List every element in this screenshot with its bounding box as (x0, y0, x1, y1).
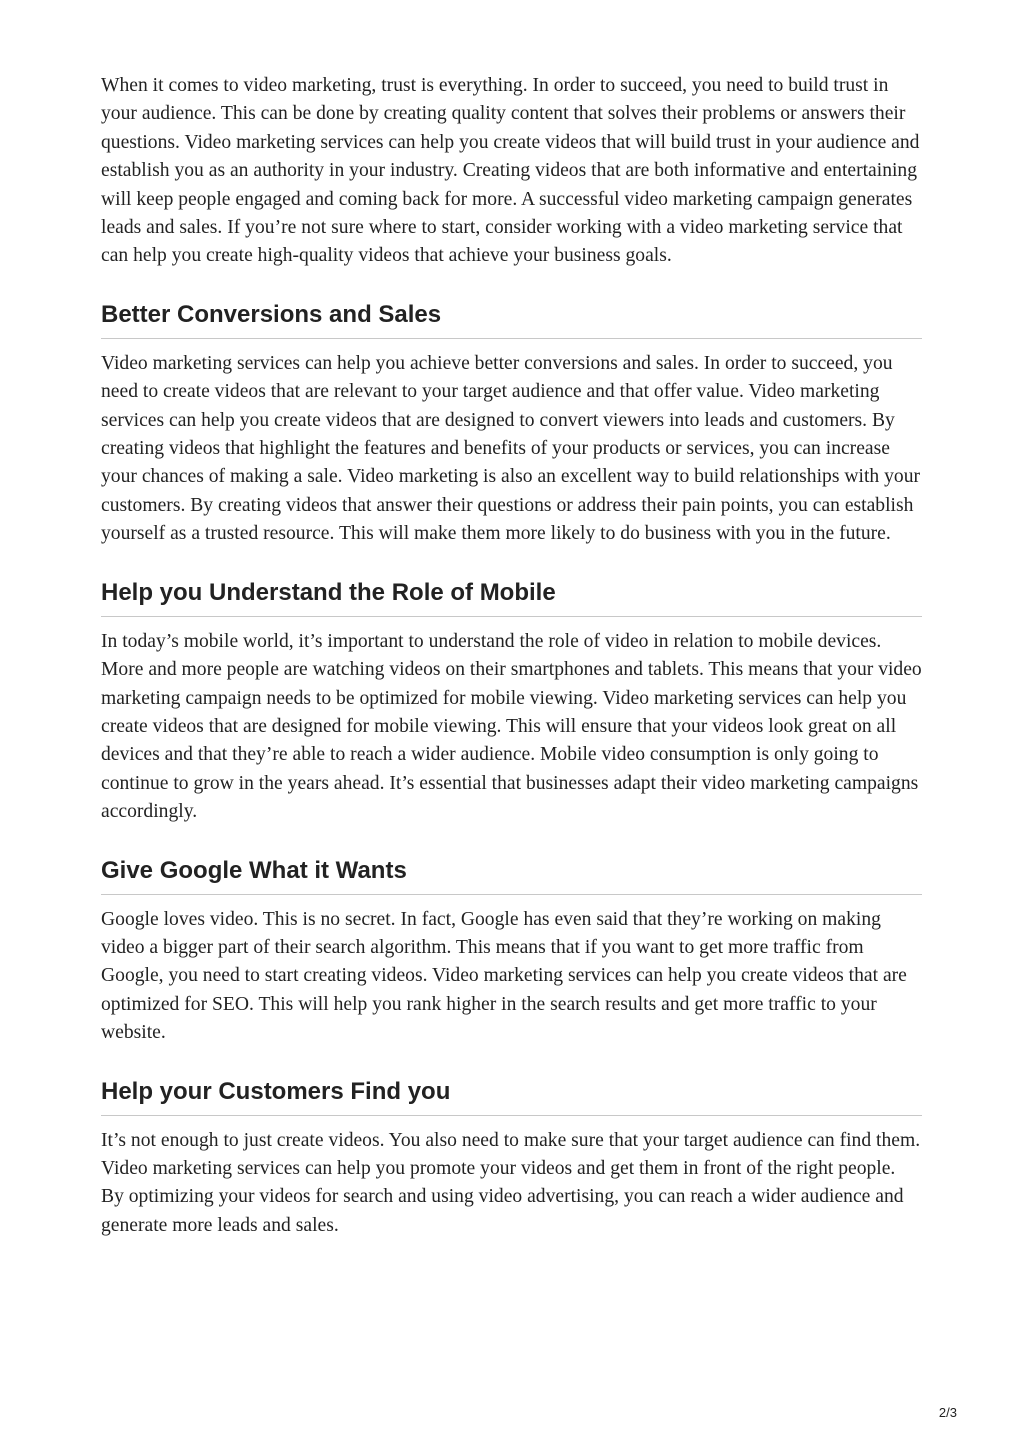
section-customers-find-you (101, 1077, 922, 1241)
intro-paragraph: When it comes to video marketing, trust is everything. In order to succeed, you need to build trust in your audience. This can be done by creating quality content that solves their problems or answers their questions. Video marketing services can help you create videos that will build trust in your audience and establish you as an authority in your industry. Creating videos that are both informative and entertaining will keep people engaged and coming back for more. A successful video marketing campaign generates leads and sales. If you’re not sure where to start, consider working with a video marketing service that can help you create high-quality videos that achieve your business goals. (101, 75, 920, 267)
section-heading: Help your Customers Find you (101, 1077, 922, 1116)
section-heading: Help you Understand the Role of Mobile (101, 578, 922, 617)
document-page (101, 72, 922, 1240)
section-give-google (101, 856, 922, 1048)
section-better-conversions (101, 300, 922, 549)
section-paragraph: Google loves video. This is no secret. In fact, Google has even said that they’re working on making video a bigger part of their search algorithm. This means that if you want to get more traffic from Google, you need to start creating videos. Video marketing services can help you create videos that are optimized for SEO. This will help you rank higher in the search results and get more traffic to your website. (101, 908, 907, 1044)
section-paragraph: It’s not enough to just create videos. You also need to make sure that your target audience can find them. Video marketing services can help you promote your videos and get them in front of the right people. By optimizing your videos for search and using video advertising, you can reach a wider audience and generate more leads and sales. (101, 1129, 921, 1236)
section-heading: Better Conversions and Sales (101, 300, 922, 339)
page-number: 2/3 (938, 1405, 957, 1420)
section-heading: Give Google What it Wants (101, 856, 922, 895)
section-role-of-mobile (101, 578, 922, 827)
section-paragraph: In today’s mobile world, it’s important to understand the role of video in relation to mobile devices. More and more people are watching videos on their smartphones and tablets. This means that your video marketing campaign needs to be optimized for mobile viewing. Video marketing services can help you create videos that are designed for mobile viewing. This will ensure that your videos look great on all devices and that they’re able to reach a wider audience. Mobile video consumption is only going to continue to grow in the years ahead. It’s essential that businesses adapt their video marketing campaigns accordingly. (101, 630, 922, 823)
section-paragraph: Video marketing services can help you achieve better conversions and sales. In order to succeed, you need to create videos that are relevant to your target audience and that offer value. Video marketing services can help you create videos that are designed to convert viewers into leads and customers. By creating videos that highlight the features and benefits of your products or services, you can increase your chances of making a sale. Video marketing is also an excellent way to build relationships with your customers. By creating videos that answer their questions or address their pain points, you can establish yourself as a trusted resource. This will make them more likely to do business with you in the future. (101, 352, 921, 545)
